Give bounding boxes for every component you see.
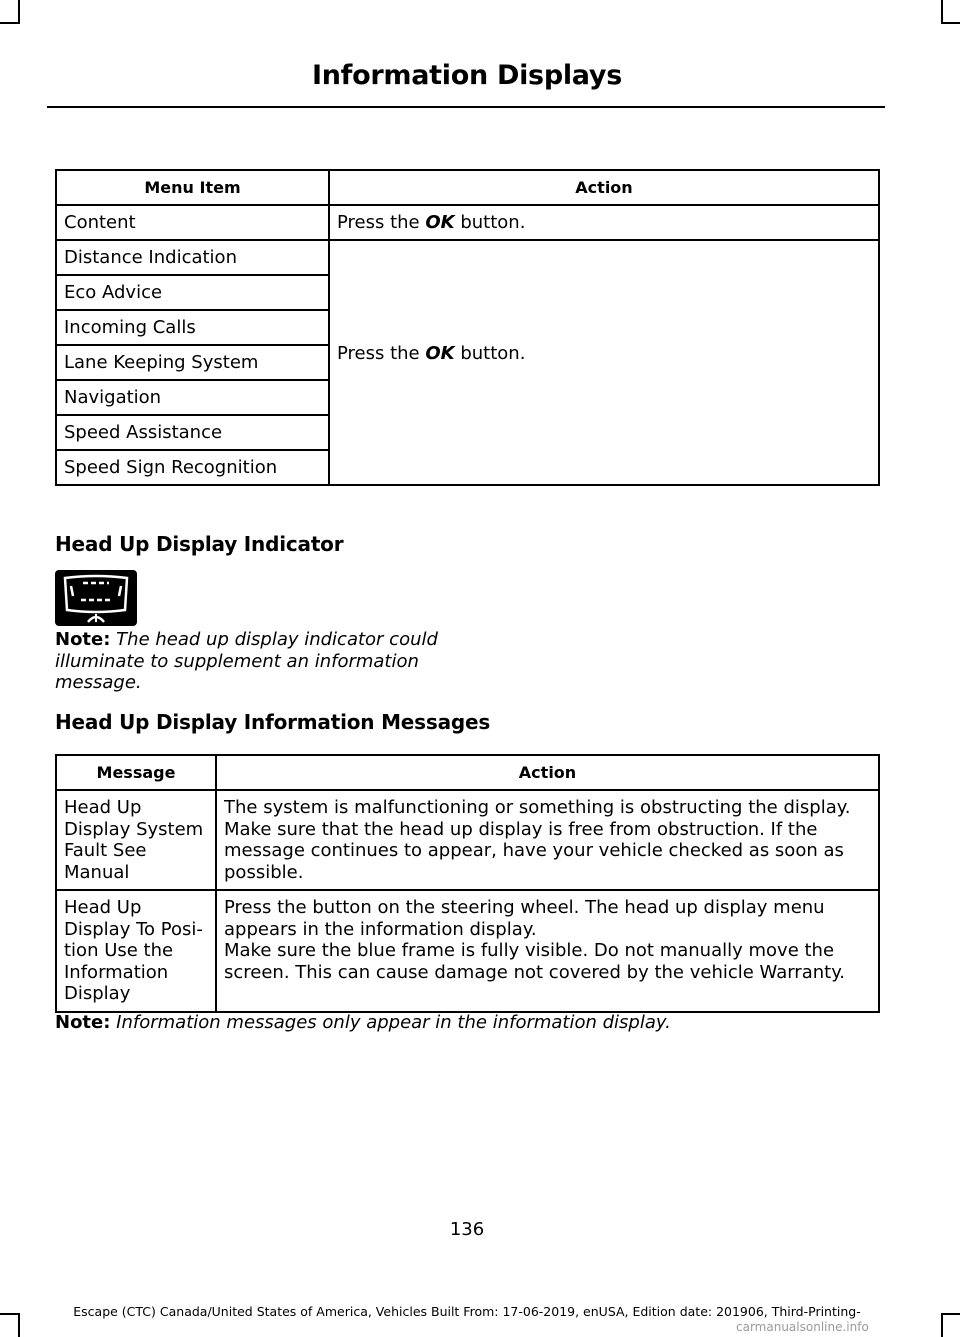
crop-mark <box>18 0 20 22</box>
action-prefix: Press the <box>337 212 426 233</box>
head-up-display-icon <box>55 570 137 626</box>
menu-item-cell: Distance Indication <box>56 240 329 275</box>
footer-text: Escape (CTC) Canada/United States of America, Vehicles Built From: 17-06-2019, enUSA, Edition date: 201906, Third-Printing- <box>73 1304 861 1319</box>
section-heading-indicator: Head Up Display Indicator <box>55 532 344 556</box>
menu-item-cell: Lane Keeping System <box>56 345 329 380</box>
messages-table <box>55 754 880 1013</box>
header-action: Action <box>329 170 879 205</box>
header-menu-item: Menu Item <box>56 170 329 205</box>
menu-item-cell: Incoming Calls <box>56 310 329 345</box>
menu-item-cell: Navigation <box>56 380 329 415</box>
table-row <box>56 890 879 1012</box>
ok-key: OK <box>425 212 455 233</box>
action-line: The system is malfunctioning or something is obstructing the display. Make sure that the head up display is free from obstruction. If the message continues to appear, have your vehicle checked as soon as possible. <box>224 797 851 883</box>
page-title: Information Displays <box>312 60 622 91</box>
crop-mark <box>941 22 960 24</box>
header-message: Message <box>56 755 216 790</box>
message-cell: Head Up Display System Fault See Manual <box>56 790 216 890</box>
page-number: 136 <box>449 1219 485 1240</box>
menu-table <box>55 169 880 486</box>
note-text: The head up display indicator could illuminate to supplement an information message. <box>55 629 438 693</box>
crop-mark <box>941 0 943 22</box>
action-cell <box>216 790 879 890</box>
section-heading-messages: Head Up Display Information Messages <box>55 710 491 734</box>
note-label: Note: <box>55 629 111 650</box>
title-rule <box>47 106 885 108</box>
grouped-action-cell <box>329 240 879 485</box>
note-indicator <box>55 629 455 694</box>
header-action: Action <box>216 755 879 790</box>
action-line: Make sure the blue frame is fully visible. Do not manually move the screen. This can cause damage not covered by the vehicle Warranty. <box>224 940 846 983</box>
menu-item-cell: Speed Assistance <box>56 415 329 450</box>
message-cell: Head Up Display To Posi-tion Use the Information Display <box>56 890 216 1012</box>
table-header-row <box>56 755 879 790</box>
action-suffix: button. <box>454 212 526 233</box>
note-label: Note: <box>55 1012 111 1033</box>
action-line: Press the button on the steering wheel. The head up display menu appears in the information display. <box>224 897 825 940</box>
crop-mark <box>0 22 20 24</box>
crop-mark <box>941 1313 960 1315</box>
watermark: carmanualsonline.info <box>736 1320 869 1334</box>
menu-item-cell: Speed Sign Recognition <box>56 450 329 485</box>
table-row <box>56 240 879 275</box>
note-text: Information messages only appear in the information display. <box>110 1012 671 1033</box>
action-suffix: button. <box>454 343 526 364</box>
action-prefix: Press the <box>337 343 426 364</box>
table-row <box>56 205 879 240</box>
menu-item-cell: Eco Advice <box>56 275 329 310</box>
menu-item-cell: Content <box>56 205 329 240</box>
note-messages <box>55 1012 878 1034</box>
action-cell <box>216 890 879 1012</box>
table-row <box>56 790 879 890</box>
table-header-row <box>56 170 879 205</box>
crop-mark <box>941 1315 943 1337</box>
ok-key: OK <box>425 343 455 364</box>
action-cell <box>329 205 879 240</box>
